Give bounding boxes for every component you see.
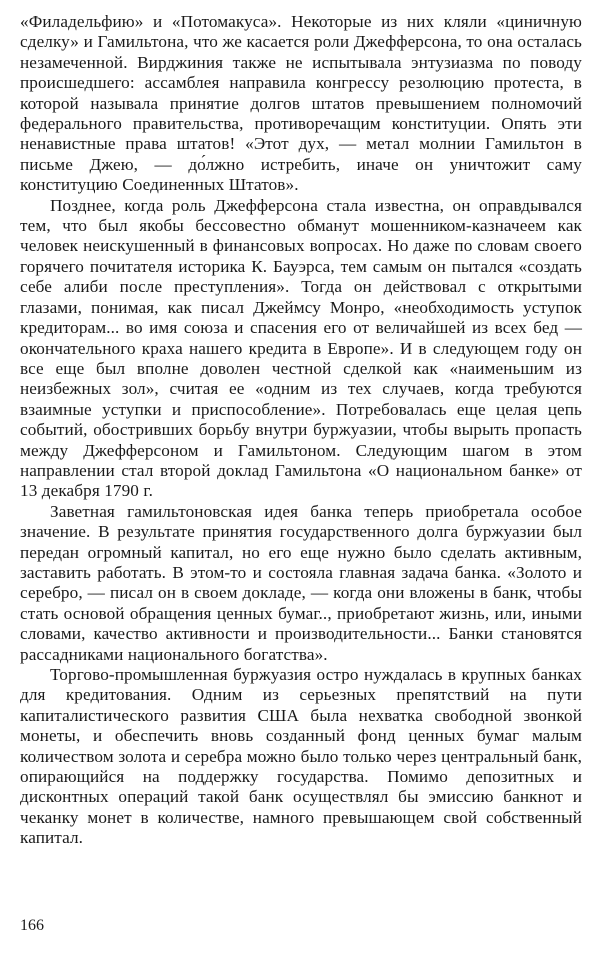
paragraph-3: Заветная гамильтоновская идея банка теперь приобретала особое значение. В результате принятия государственного долга буржуазии был передан огромный капитал, но его еще нужно было сделать активным, заставить работать. В этом-то и состояла главная задача банка. «Золото и серебро, — писал он в своем докладе, — когда они вложены в банк, чтобы стать основой обращения ценных бумаг.., приобретают жизнь, или, иными словами, качество активности и производительности... Банки становятся рассадниками национального богатства». (20, 501, 582, 664)
paragraph-1: «Филадельфию» и «Потомакуса». Некоторые из них кляли «циничную сделку» и Гамильтона, что же касается роли Джефферсона, то она осталась незамеченной. Вирджиния также не испытывала энтузиазма по поводу происшедшего: ассамблея направила конгрессу резолюцию протеста, в которой называла принятие долгов штатов превышением полномочий федерального правительства, противоречащим конституции. Опять эти ненавистные права штатов! «Этот дух, — метал молнии Гамильтон в письме Джею, — до́лжно истребить, иначе он уничтожит саму конституцию Соединенных Штатов». (20, 12, 582, 195)
paragraph-2: Позднее, когда роль Джефферсона стала известна, он оправдывался тем, что был якобы бессовестно обманут мошенником-казначеем как человек неискушенный в финансовых вопросах. Но даже по словам своего горячего почитателя историка К. Бауэрса, тем самым он пытался «создать себе алиби после преступления». Тогда он действовал с открытыми глазами, понимая, как писал Джеймсу Монро, «необходимость уступок кредиторам... во имя союза и спасения его от величайшей из всех бед — окончательного краха нашего кредита в Европе». И в следующем году он все еще был вполне доволен честной сделкой как «наименьшим из неизбежных зол», считая ее «одним из тех случаев, когда требуются взаимные уступки и приспособление». Потребовалась еще целая цепь событий, обостривших борьбу внутри буржуазии, чтобы вырыть пропасть между Джефферсоном и Гамильтоном. Следующим шагом в этом направлении стал второй доклад Гамильтона «О национальном банке» от 13 декабря 1790 г. (20, 195, 582, 501)
paragraph-4: Торгово-промышленная буржуазия остро нуждалась в крупных банках для кредитования. Одним из серьезных препятствий на пути капиталистического развития США была нехватка свободной звонкой монеты, и обеспечить вновь созданный фонд ценных бумаг малым количеством золота и серебра можно было только через центральный банк, опирающийся на поддержку государства. Помимо депозитных и дисконтных операций такой банк осуществлял бы эмиссию банкнот и чеканку монет в количестве, намного превышающем свой собственный капитал. (20, 665, 582, 848)
body-text (20, 12, 582, 849)
book-page (20, 12, 582, 952)
page-number: 166 (20, 917, 44, 934)
